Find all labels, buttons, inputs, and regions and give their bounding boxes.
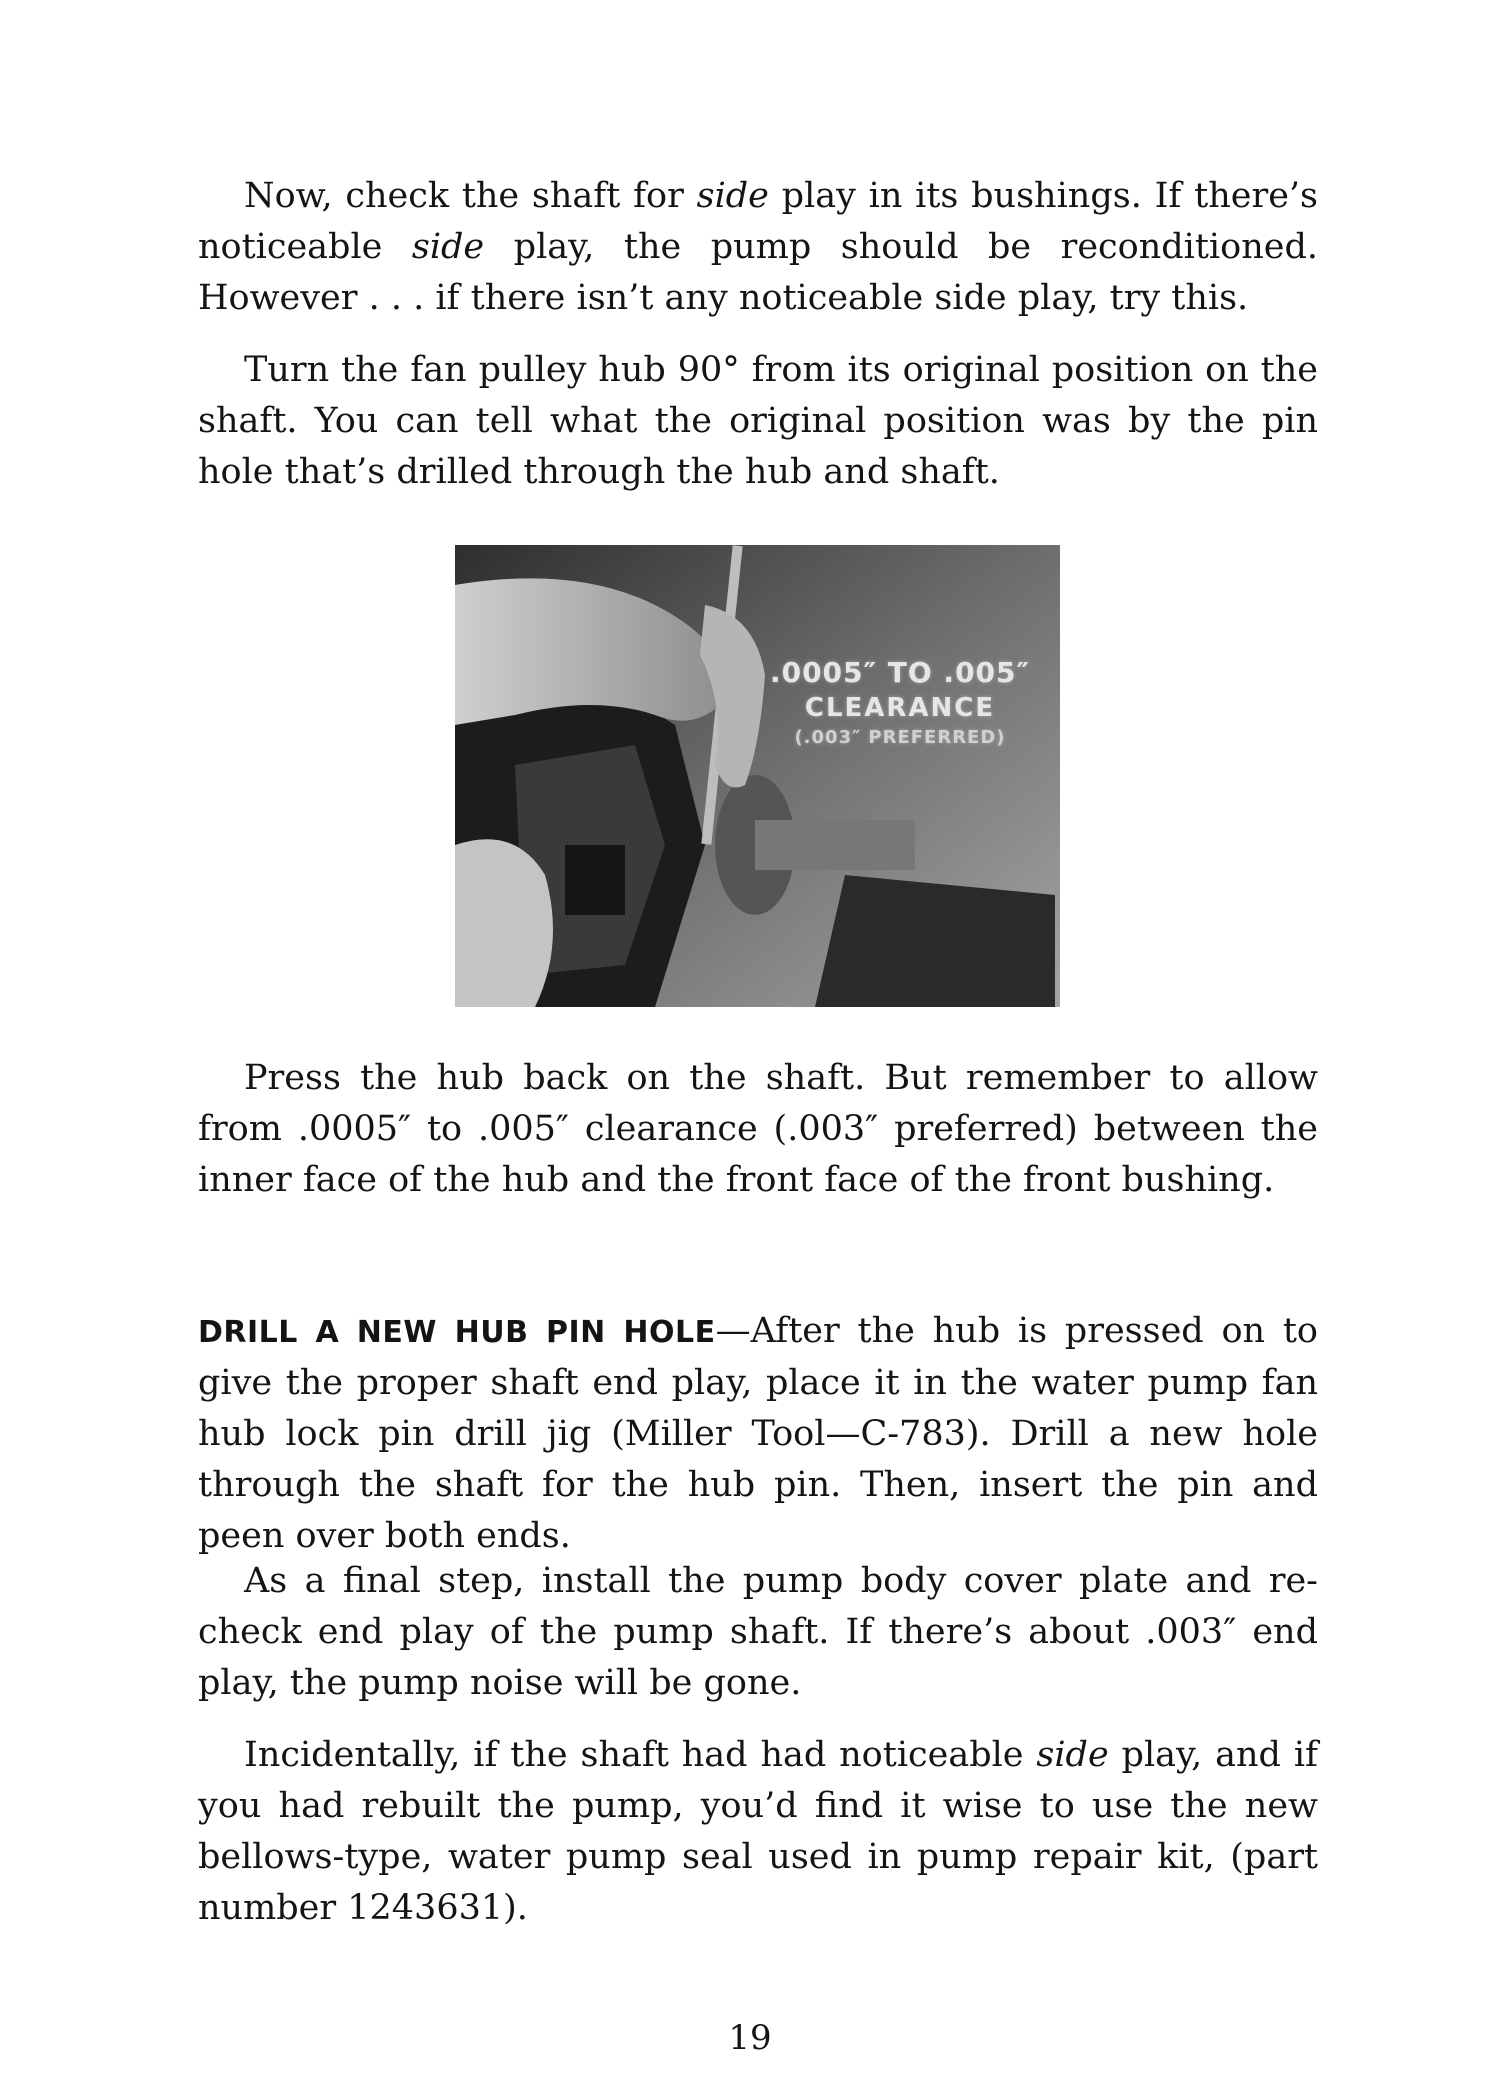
text: Now, check the shaft for [244, 176, 697, 216]
paragraph-final-step: As a final step, install the pump body cover plate and re-check end play of the pump shaft. If there’s about .003″ end play, the pump noise will be gone. [198, 1561, 1318, 1703]
section-heading: DRILL A NEW HUB PIN HOLE [198, 1315, 716, 1350]
text: play, the pump should be reconditioned. However . . . if there isn’t any noticeable side play, try this. [198, 227, 1318, 318]
paragraph-drill-hole [198, 1306, 1318, 1562]
caption-clearance-label: CLEARANCE [804, 693, 996, 723]
paragraph-turn-hub: Turn the fan pulley hub 90° from its original position on the shaft. You can tell what the original position was by the pin hole that’s drilled through the hub and shaft. [198, 350, 1318, 492]
emphasis: side [1036, 1735, 1109, 1775]
caption-preferred: (.003″ PREFERRED) [794, 727, 1006, 748]
clearance-photo [455, 545, 1060, 1007]
text: play, and if you had rebuilt the pump, you’d find it wise to use the new bellows-type, water pump seal used in pump repair kit, (part number 1243631). [198, 1735, 1318, 1928]
text: —After the hub is pressed on to give the proper shaft end play, place it in the water pump fan hub lock pin drill jig (Miller Tool—C-783). Drill a new hole through the shaft for the hub pin. Then, insert the pin and peen over both ends. [198, 1311, 1318, 1556]
emphasis: side [411, 227, 485, 267]
text: Incidentally, if the shaft had had noticeable [244, 1735, 1037, 1775]
photo-caption [755, 655, 1045, 751]
paragraph-incidentally [198, 1730, 1318, 1934]
page-number: 19 [728, 2018, 772, 2058]
caption-clearance-range: .0005″ TO .005″ [769, 656, 1031, 689]
photo-illustration [455, 545, 1060, 1007]
emphasis: side [696, 176, 769, 216]
paragraph-side-play [198, 171, 1318, 324]
text: play in its bushings. If there’s noticeable [198, 176, 1318, 267]
paragraph-press-hub: Press the hub back on the shaft. But remember to allow from .0005″ to .005″ clearance (.003″ preferred) between the inner face of the hub and the front face of the front bushing. [198, 1058, 1318, 1200]
